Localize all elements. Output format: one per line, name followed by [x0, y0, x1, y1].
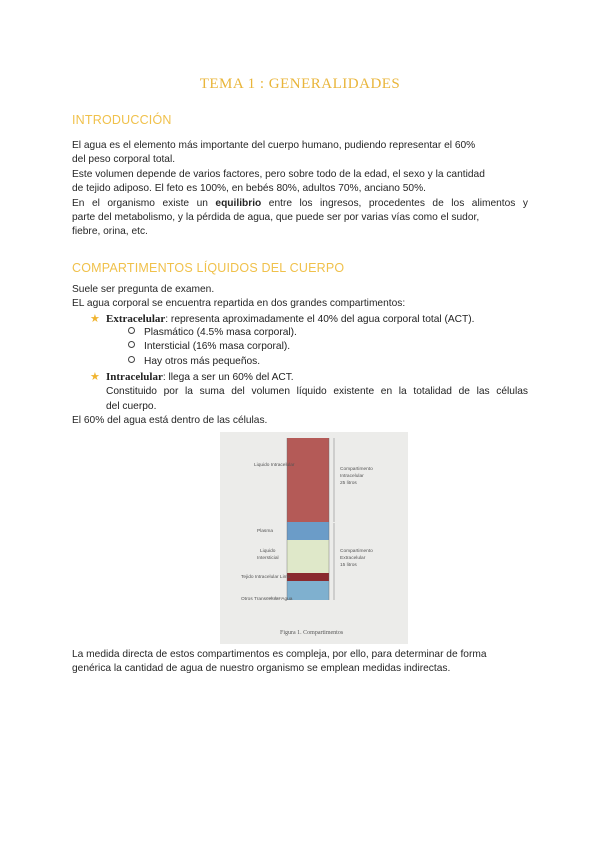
star-bullet-icon: ★ — [90, 313, 100, 325]
segment-otros — [287, 581, 329, 600]
text-line: El 60% del agua está dentro de las células. — [72, 415, 268, 426]
label-other: Otros Transcelular Agua — [241, 597, 293, 602]
intra-line — [90, 370, 528, 385]
extra-desc: : representa aproximadamente el 40% del agua corporal total (ACT). — [165, 314, 475, 325]
right-extra-3: 15 litros — [340, 563, 357, 568]
text-line: La medida directa de estos compartimentos es compleja, por ello, para determinar de forma — [72, 649, 487, 660]
intracelular-item — [90, 370, 528, 414]
text-line: genérica la cantidad de agua de nuestro organismo se emplean medidas indirectas. — [72, 663, 451, 675]
intro-line: El agua es el elemento más importante del cuerpo humano, pudiendo representar el 60% — [72, 140, 476, 151]
sublist-label: Hay otros más pequeños. — [144, 355, 261, 367]
segment-intracelular — [287, 438, 329, 522]
segment-intersticial — [287, 540, 329, 573]
intro-paragraph — [72, 139, 528, 240]
compartments-diagram — [220, 432, 408, 644]
right-intra-1: Compartimento — [340, 467, 373, 472]
right-intra-3: 25 litros — [340, 481, 357, 486]
circle-bullet-icon — [128, 356, 135, 363]
segment-transcelular — [287, 573, 329, 581]
intra-line: del cuerpo. — [106, 400, 157, 412]
sublist-label: Plasmático (4.5% masa corporal). — [144, 327, 297, 338]
closing-paragraph — [72, 648, 528, 677]
intro-text: En el organismo existe un — [72, 197, 208, 209]
star-bullet-icon: ★ — [90, 371, 100, 383]
compart-heading: COMPARTIMENTOS LÍQUIDOS DEL CUERPO — [72, 261, 345, 275]
text-line: EL agua corporal se encuentra repartida en dos grandes compartimentos: — [72, 298, 406, 310]
circle-bullet-icon — [128, 341, 135, 348]
right-extra-2: Extracelular — [340, 556, 366, 561]
intro-line: del peso corporal total. — [72, 154, 176, 166]
intra-line: Constituido por la suma del volumen líquido existente en la totalidad de las células — [106, 386, 528, 398]
figure-caption: Figura 1. Compartimentos — [280, 630, 344, 636]
sublist-item — [128, 340, 297, 354]
term-intracelular: Intracelular — [106, 371, 163, 383]
compartments-figure — [220, 432, 408, 644]
intra-desc: : llega a ser un 60% del ACT. — [162, 372, 294, 383]
circle-bullet-icon — [128, 327, 135, 334]
intro-line: parte del metabolismo, y la pérdida de agua, que puede ser por varias vías como el sudor, — [72, 212, 480, 224]
segment-plasma — [287, 522, 329, 540]
intro-line: Este volumen depende de varios factores, pero sobre todo de la edad, el sexo y la cantidad — [72, 168, 485, 180]
intro-heading: INTRODUCCIÓN — [72, 113, 172, 127]
extra-sublist — [128, 326, 297, 369]
intro-text: entre los ingresos, procedentes de los alimentos y — [268, 197, 528, 209]
compart-intro — [72, 283, 528, 312]
page-title: TEMA 1 : GENERALIDADES — [199, 76, 401, 92]
right-extra-1: Compartimento — [340, 549, 373, 554]
label-inters-1: Liquido — [260, 549, 276, 554]
label-inters-2: Intersticial — [257, 556, 279, 561]
intro-line: de tejido adiposo. El feto es 100%, en bebés 80%, adultos 70%, anciano 50%. — [72, 183, 426, 195]
sublist-label: Intersticial (16% masa corporal). — [144, 341, 291, 353]
intro-line: fiebre, orina, etc. — [72, 226, 148, 238]
bold-term: equilibrio — [215, 197, 262, 209]
term-extracelular: Extracelular — [106, 313, 166, 325]
text-line: Suele ser pregunta de examen. — [72, 284, 215, 295]
label-intra: Liquido Intracelular — [254, 463, 295, 468]
right-intra-2: Intracelular — [340, 474, 364, 479]
intro-line — [72, 197, 528, 211]
label-plasma: Plasma — [257, 529, 273, 534]
sublist-item — [128, 326, 297, 340]
label-trans: Tejido Intracelular Linfa — [241, 575, 291, 580]
sublist-item — [128, 355, 297, 369]
